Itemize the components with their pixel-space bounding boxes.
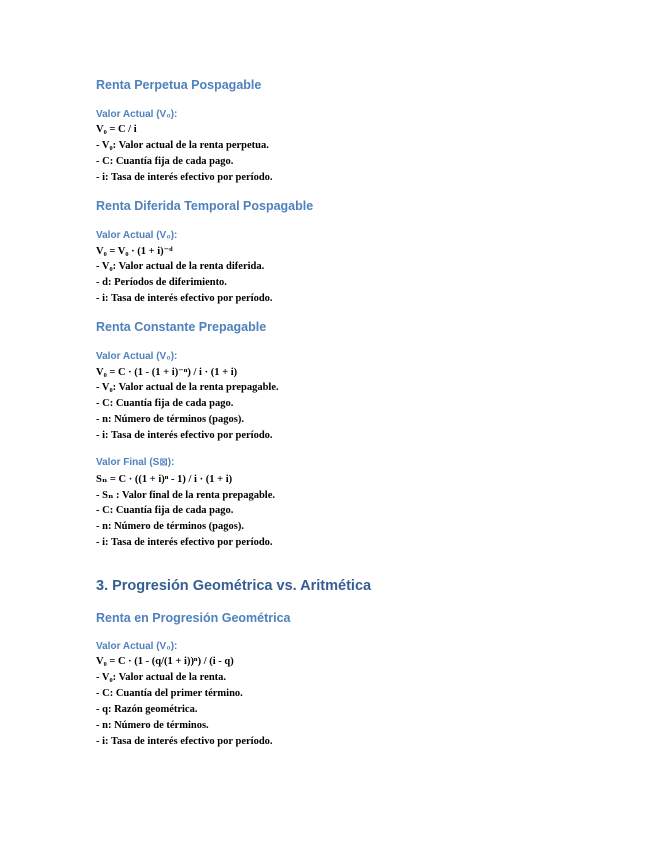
chapter-title: 3. Progresión Geométrica vs. Aritmética xyxy=(96,578,372,594)
definition-line: - V₀: Valor actual de la renta prepagable. xyxy=(96,382,279,393)
section-heading-renta-diferida: Renta Diferida Temporal Pospagable xyxy=(96,199,314,213)
definition-line: - V₀: Valor actual de la renta perpetua. xyxy=(96,140,269,151)
definition-line: - C: Cuantía del primer término. xyxy=(96,688,243,699)
valor-actual-label: Valor Actual (V₀): xyxy=(96,641,178,652)
valor-actual-label: Valor Actual (V₀): xyxy=(96,109,178,120)
definition-line: - Sₙ : Valor final de la renta prepagable. xyxy=(96,490,276,501)
definition-line: - V₀: Valor actual de la renta. xyxy=(96,672,227,683)
formula-line: V₀ = V₀ · (1 + i)⁻ᵈ xyxy=(96,246,173,257)
valor-actual-label: Valor Actual (V₀): xyxy=(96,351,178,362)
formula-line: V₀ = C / i xyxy=(96,124,137,135)
definition-line: - i: Tasa de interés efectivo por período. xyxy=(96,430,273,441)
definition-line: - i: Tasa de interés efectivo por período. xyxy=(96,293,273,304)
definition-line: - i: Tasa de interés efectivo por período. xyxy=(96,537,273,548)
definition-line: - C: Cuantía fija de cada pago. xyxy=(96,398,234,409)
definition-line: - n: Número de términos. xyxy=(96,720,209,731)
definition-line: - q: Razón geométrica. xyxy=(96,704,198,715)
definition-line: - V₀: Valor actual de la renta diferida. xyxy=(96,261,265,272)
valor-actual-label: Valor Actual (V₀): xyxy=(96,230,178,241)
definition-line: - i: Tasa de interés efectivo por período. xyxy=(96,736,273,747)
formula-line: V₀ = C · (1 - (q/(1 + i))ⁿ) / (i - q) xyxy=(96,656,234,667)
formula-line: Sₙ = C · ((1 + i)ⁿ - 1) / i · (1 + i) xyxy=(96,474,233,485)
definition-line: - n: Número de términos (pagos). xyxy=(96,521,244,532)
definition-line: - i: Tasa de interés efectivo por período. xyxy=(96,172,273,183)
definition-line: - C: Cuantía fija de cada pago. xyxy=(96,505,234,516)
section-heading-renta-geometrica: Renta en Progresión Geométrica xyxy=(96,611,291,625)
definition-line: - C: Cuantía fija de cada pago. xyxy=(96,156,234,167)
definition-line: - d: Períodos de diferimiento. xyxy=(96,277,227,288)
formula-line: V₀ = C · (1 - (1 + i)⁻ⁿ) / i · (1 + i) xyxy=(96,367,238,378)
valor-final-label: Valor Final (S⊠): xyxy=(96,457,175,468)
section-heading-renta-perpetua: Renta Perpetua Pospagable xyxy=(96,78,262,92)
section-heading-renta-constante: Renta Constante Prepagable xyxy=(96,320,267,334)
definition-line: - n: Número de términos (pagos). xyxy=(96,414,244,425)
